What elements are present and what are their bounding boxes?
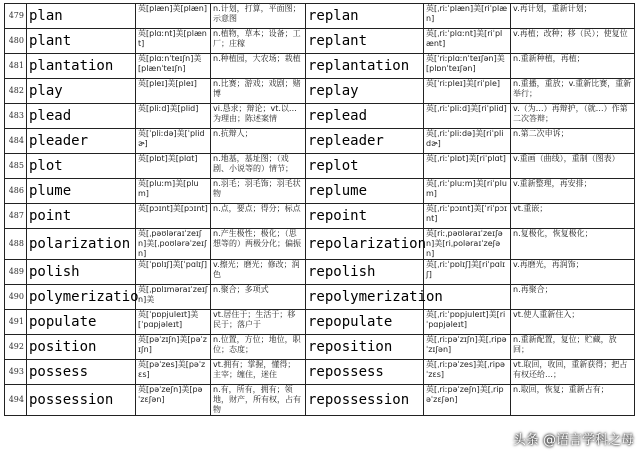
re-phonetic: 英[ˌriːˈpluːm]美[riˈplum] <box>424 179 511 204</box>
re-definition: vt.使人重新住入； <box>511 310 635 335</box>
row-number: 491 <box>5 310 27 335</box>
re-phonetic: 英[ˈriːplɑːnˈteɪʃən]美[plɒnˈteɪʃən] <box>424 54 511 79</box>
row-number: 489 <box>5 260 27 285</box>
base-phonetic: 英[pəˈzes]美[pəˈzɛs] <box>136 360 211 385</box>
re-phonetic: 英[ˌriːpəˈzeʃn]美[ˌripəˈzɛʃən] <box>424 385 511 416</box>
base-definition: n.聚合；多项式 <box>211 285 306 310</box>
base-definition: v.擦光；磨光；修改；润色 <box>211 260 306 285</box>
base-definition: n.计划，打算，平面图；示意图 <box>211 4 306 29</box>
base-phonetic: 英[pluːm]美[plum] <box>136 179 211 204</box>
table-row <box>5 104 635 129</box>
watermark: 头条 @语言学科之母 <box>512 433 634 448</box>
re-word: replantation <box>306 54 424 79</box>
base-word: plant <box>27 29 136 54</box>
base-definition: n.种植园，大农场；栽植 <box>211 54 306 79</box>
table-row <box>5 385 635 416</box>
re-phonetic: 英[ˌriːˈplɑːnt]美[riˈplænt] <box>424 29 511 54</box>
base-word: plantation <box>27 54 136 79</box>
table-row <box>5 79 635 104</box>
base-definition: n.位置，方位；地位，职位；态度； <box>211 335 306 360</box>
base-word: plead <box>27 104 136 129</box>
table-row <box>5 260 635 285</box>
base-word: plan <box>27 4 136 29</box>
re-definition: n.重播，重放；v.重新比赛，重新举行； <box>511 79 635 104</box>
row-number: 479 <box>5 4 27 29</box>
re-word: replume <box>306 179 424 204</box>
base-word: possess <box>27 360 136 385</box>
re-word: repoint <box>306 204 424 229</box>
row-number: 487 <box>5 204 27 229</box>
base-word: plume <box>27 179 136 204</box>
re-word: replead <box>306 104 424 129</box>
table-row <box>5 229 635 260</box>
re-phonetic: 英[riːˌpəʊləraɪˈzeɪʃən]美[riˌpoləraɪˈzeʃən] <box>424 229 511 260</box>
table-row <box>5 4 635 29</box>
re-definition: v.（为…）再辩护，（就…）作第二次答辩； <box>511 104 635 129</box>
word-table-body <box>5 4 635 416</box>
base-phonetic: 英[pliːd]美[plid] <box>136 104 211 129</box>
row-number: 494 <box>5 385 27 416</box>
re-definition: n.重新配置，复位；贮藏，放回； <box>511 335 635 360</box>
re-definition: n.取回，恢复；重新占有； <box>511 385 635 416</box>
base-word: possession <box>27 385 136 416</box>
base-definition: n.有，所有，拥有；领地，财产，所有权，占有物 <box>211 385 306 416</box>
re-definition: v.再计划，重新计划； <box>511 4 635 29</box>
re-phonetic: 英[ˌriːˈpɒlɪʃ]美[riˈpɑlɪʃ] <box>424 260 511 285</box>
base-word: polymerizatio <box>27 285 136 310</box>
table-row <box>5 154 635 179</box>
re-definition: v.重新整理，再安排； <box>511 179 635 204</box>
base-definition: n.植物，草本；设备；工厂；庄稼 <box>211 29 306 54</box>
row-number: 492 <box>5 335 27 360</box>
base-definition: n.地基，基址图；（戏剧、小说等的）情节； <box>211 154 306 179</box>
base-phonetic: 英[ˈpɒpjuleɪt]美[ˈpɑpjəleɪt] <box>136 310 211 335</box>
table-row <box>5 204 635 229</box>
base-definition: vi.恳求；辩论；vt.以…为理由；陈述案情 <box>211 104 306 129</box>
base-definition: n.比赛；游戏；戏剧；赌博 <box>211 79 306 104</box>
row-number: 482 <box>5 79 27 104</box>
re-phonetic: 英[ˌriːˈpliːd]美[riˈplid] <box>424 104 511 129</box>
re-definition: v.再植；改种；移（民）；使复位 <box>511 29 635 54</box>
re-definition: v.重画（曲线），重制（图表） <box>511 154 635 179</box>
re-phonetic: 英[ˌriːpəˈzɪʃn]美[ˌripəˈzɪʃən] <box>424 335 511 360</box>
re-phonetic: 英[ˌriːˈpɒpjuleɪt]美[riˈpɑpjəleɪt] <box>424 310 511 335</box>
base-phonetic: 英[ˈpliːdə]美[ˈplidɚ] <box>136 129 211 154</box>
re-definition: n.第二次申诉； <box>511 129 635 154</box>
re-word: repolymerization <box>306 285 424 310</box>
table-row <box>5 179 635 204</box>
re-word: replot <box>306 154 424 179</box>
re-definition: vt.重嵌； <box>511 204 635 229</box>
base-phonetic: 英[pleɪ]美[pleɪ] <box>136 79 211 104</box>
table-row <box>5 335 635 360</box>
re-word: repolish <box>306 260 424 285</box>
base-definition: n.点，要点；得分；标点 <box>211 204 306 229</box>
base-definition: vt.居住于；生活于；移民于；落户于 <box>211 310 306 335</box>
base-word: pleader <box>27 129 136 154</box>
re-phonetic: 英[ˌriːˈpɔɪnt]美[ˈriˈpɔɪnt] <box>424 204 511 229</box>
base-word: position <box>27 335 136 360</box>
base-word: polish <box>27 260 136 285</box>
re-word: repleader <box>306 129 424 154</box>
base-phonetic: 英[plɑːnˈteɪʃn]美[plænˈteɪʃn] <box>136 54 211 79</box>
base-definition: n.产生极性；极化；（思想等的）两极分化；偏振 <box>211 229 306 260</box>
re-phonetic: 英[ˌriːˈplæn]美[riˈplæn] <box>424 4 511 29</box>
re-word: replay <box>306 79 424 104</box>
base-phonetic: 英[pɔɪnt]美[pɔɪnt] <box>136 204 211 229</box>
base-phonetic: 英[plɒt]美[plɑt] <box>136 154 211 179</box>
re-word: replan <box>306 4 424 29</box>
row-number: 485 <box>5 154 27 179</box>
base-phonetic: 英[plæn]美[plæn] <box>136 4 211 29</box>
row-number: 493 <box>5 360 27 385</box>
re-definition: n.再聚合； <box>511 285 635 310</box>
table-row <box>5 285 635 310</box>
base-definition: n.抗辩人； <box>211 129 306 154</box>
re-definition: n.复极化，恢复极化； <box>511 229 635 260</box>
re-phonetic: 英[ˈriːpleɪ]美[riˈple] <box>424 79 511 104</box>
row-number: 488 <box>5 229 27 260</box>
re-definition: vt.取回，收回，重新获得；把占有权还给…； <box>511 360 635 385</box>
word-table <box>4 3 635 416</box>
base-phonetic: 英[pəˈzɪʃn]美[pəˈzɪʃn] <box>136 335 211 360</box>
row-number: 480 <box>5 29 27 54</box>
row-number: 481 <box>5 54 27 79</box>
re-word: replant <box>306 29 424 54</box>
base-word: play <box>27 79 136 104</box>
base-word: polarization <box>27 229 136 260</box>
re-word: repossess <box>306 360 424 385</box>
base-phonetic: 英[ˌpəʊləraɪˈzeɪʃn]美[ˌpoʊlərəˈzeɪʃn] <box>136 229 211 260</box>
base-word: point <box>27 204 136 229</box>
base-definition: n.羽毛；羽毛饰；羽毛状物 <box>211 179 306 204</box>
re-word: repolarization <box>306 229 424 260</box>
base-phonetic: 英[ˈpɒlɪʃ]美[ˈpɑlɪʃ] <box>136 260 211 285</box>
re-word: reposition <box>306 335 424 360</box>
base-definition: vt.拥有；掌握，懂得；主宰；缠住，迷住 <box>211 360 306 385</box>
row-number: 483 <box>5 104 27 129</box>
re-word: repopulate <box>306 310 424 335</box>
re-phonetic: 英[ˌriːˈplɒt]美[riˈplɑt] <box>424 154 511 179</box>
table-row <box>5 54 635 79</box>
re-definition: n.重新种植，再植； <box>511 54 635 79</box>
re-phonetic: 英[ˌriːpəˈzes]美[ˌripəˈzɛs] <box>424 360 511 385</box>
row-number: 486 <box>5 179 27 204</box>
row-number: 490 <box>5 285 27 310</box>
table-row <box>5 29 635 54</box>
re-phonetic: 英[ˌriːˈpliːdə]美[riˈplidɚ] <box>424 129 511 154</box>
row-number: 484 <box>5 129 27 154</box>
base-word: populate <box>27 310 136 335</box>
table-row <box>5 310 635 335</box>
table-row <box>5 360 635 385</box>
table-row <box>5 129 635 154</box>
re-word: repossession <box>306 385 424 416</box>
re-definition: v.再磨光，再润饰； <box>511 260 635 285</box>
base-phonetic: 英[plɑːnt]美[plænt] <box>136 29 211 54</box>
base-phonetic: 英[ˌpɒlɪməraɪˈzeɪʃn]美 <box>136 285 211 310</box>
base-word: plot <box>27 154 136 179</box>
base-phonetic: 英[pəˈzeʃn]美[pəˈzɛʃən] <box>136 385 211 416</box>
